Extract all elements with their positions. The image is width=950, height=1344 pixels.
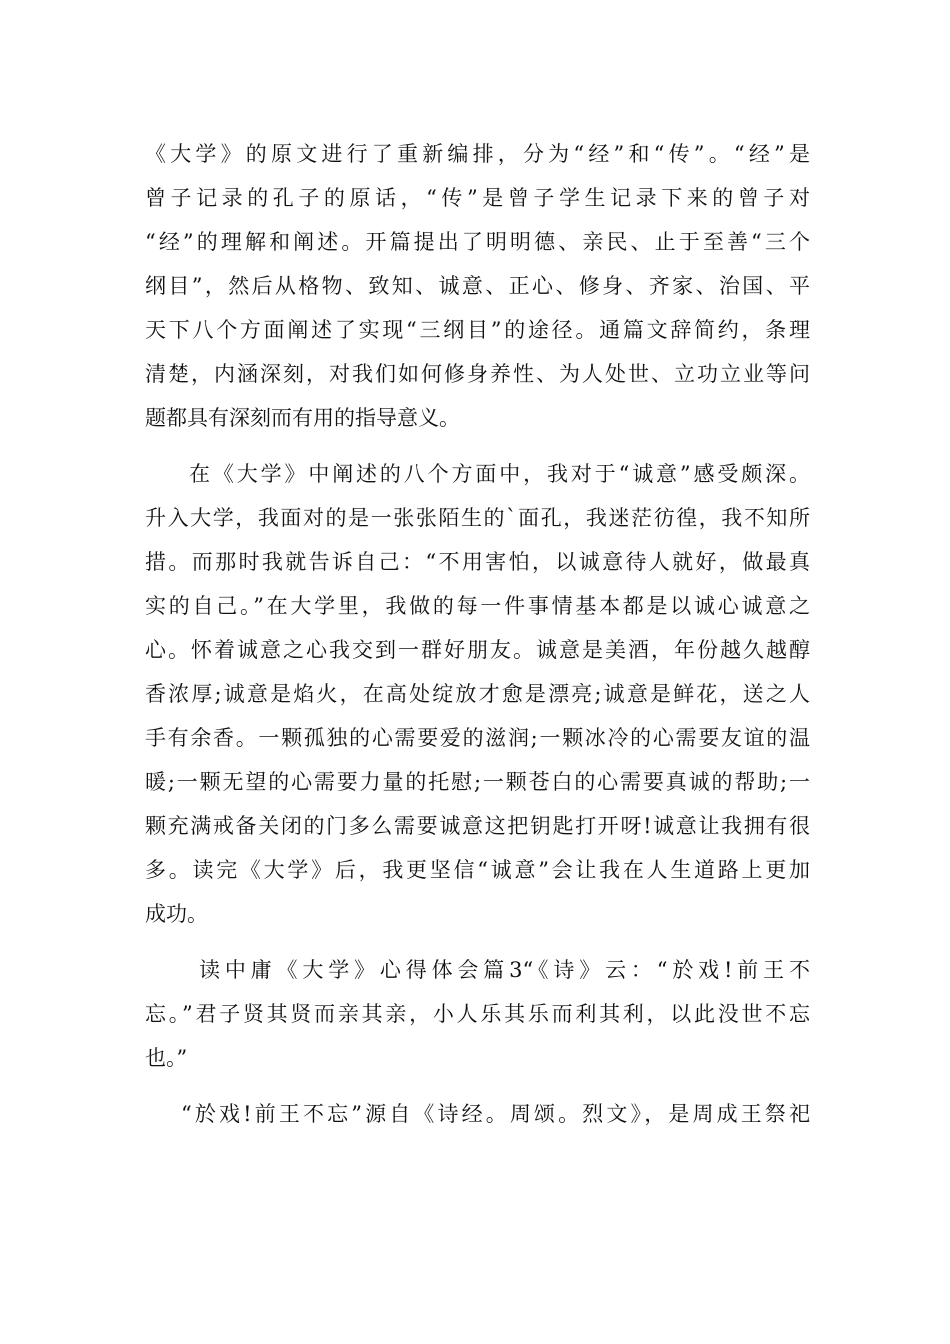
text-line: 也。” bbox=[145, 1046, 188, 1070]
text-line: 措。而那时我就告诉自己：“不用害怕，以诚意待人就好，做最真 bbox=[145, 550, 810, 574]
text-line: “经”的理解和阐述。开篇提出了明明德、亲民、止于至善“三个 bbox=[145, 230, 810, 254]
paragraph-gap bbox=[145, 440, 810, 452]
text-line: 手有余香。一颗孤独的心需要爱的滋润;一颗冰冷的心需要友谊的温 bbox=[145, 726, 810, 750]
text-line: 纲目”，然后从格物、致知、诚意、正心、修身、齐家、治国、平 bbox=[145, 274, 810, 298]
paragraph-1 bbox=[145, 132, 810, 440]
text-line: 在《大学》中阐述的八个方面中，我对于“诚意”感受颇深。 bbox=[189, 462, 810, 486]
text-line: 暖;一颗无望的心需要力量的托慰;一颗苍白的心需要真诚的帮助;一 bbox=[145, 770, 810, 794]
text-line: “於戏!前王不忘”源自《诗经。周颂。烈文》，是周成王祭祀 bbox=[181, 1102, 810, 1126]
text-line: 多。读完《大学》后，我更坚信“诚意”会让我在人生道路上更加 bbox=[145, 858, 810, 882]
document-body bbox=[145, 132, 810, 1136]
paragraph-4 bbox=[145, 1092, 810, 1136]
text-line: 《大学》的原文进行了重新编排，分为“经”和“传”。“经”是 bbox=[145, 142, 810, 166]
paragraph-gap bbox=[145, 936, 810, 948]
text-line: 成功。 bbox=[145, 902, 208, 926]
text-line: 香浓厚;诚意是焰火，在高处绽放才愈是漂亮;诚意是鲜花，送之人 bbox=[145, 682, 810, 706]
text-line: 曾子记录的孔子的原话，“传”是曾子学生记录下来的曾子对 bbox=[145, 186, 810, 210]
text-line: 天下八个方面阐述了实现“三纲目”的途径。通篇文辞简约，条理 bbox=[145, 318, 810, 342]
paragraph-2 bbox=[145, 452, 810, 936]
paragraph-3 bbox=[145, 948, 810, 1080]
text-line: 升入大学，我面对的是一张张陌生的`面孔，我迷茫彷徨，我不知所 bbox=[145, 506, 810, 530]
text-line: 心。怀着诚意之心我交到一群好朋友。诚意是美酒，年份越久越醇 bbox=[145, 638, 810, 662]
text-line: 实的自己。”在大学里，我做的每一件事情基本都是以诚心诚意之 bbox=[145, 594, 810, 618]
text-line: 颗充满戒备关闭的门多么需要诚意这把钥匙打开呀!诚意让我拥有很 bbox=[145, 814, 810, 838]
text-line: 题都具有深刻而有用的指导意义。 bbox=[145, 406, 460, 430]
text-line: 忘。”君子贤其贤而亲其亲，小人乐其乐而利其利，以此没世不忘 bbox=[145, 1002, 810, 1026]
paragraph-gap bbox=[145, 1080, 810, 1092]
text-line: 清楚，内涵深刻，对我们如何修身养性、为人处世、立功立业等问 bbox=[145, 362, 810, 386]
text-line: 读中庸《大学》心得体会篇3“《诗》云：“於戏!前王不 bbox=[199, 958, 810, 982]
